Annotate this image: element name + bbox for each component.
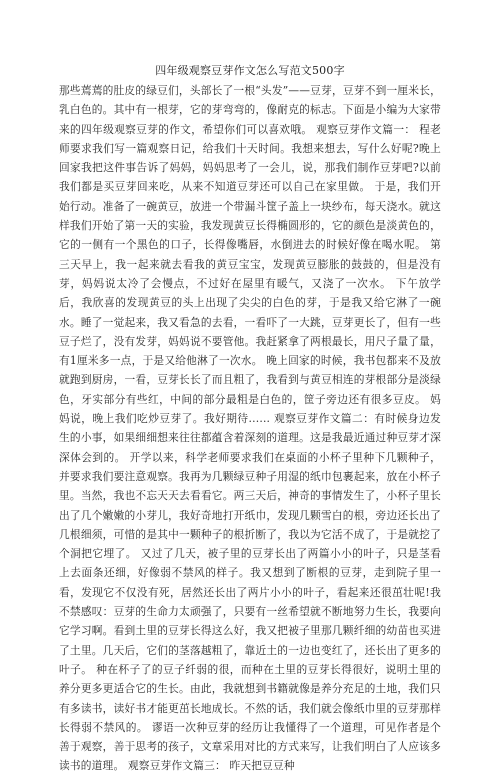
document-title: 四年级观察豆芽作文怎么写范文500字 — [155, 64, 345, 77]
document-body-text: 那些蔫蔫的肚皮的绿豆们，头部长了一根“头发”——豆芽，豆芽不到一厘米长，乳白色的。其中有一根芽，它的芽弯弯的，像耐克的标志。下面是小编为大家带来的四年级观察豆芽的作文，希望你们可以喜欢哦。 观察豆芽作文篇一： 程老师要求我们写一篇观察日记，给我们十天时间。我想来想去，写什么好呢?晚上回家我把这件事告诉了妈妈，妈妈思考了一会儿，说，那我们制作豆芽吧?以前我们都是买豆芽回来吃，从来不知道豆芽还可以自己在家里做。 于是，我们开始行动。准备了一碗黄豆，放进一个带漏斗筐子盖上一块纱布，每天浇水。就这样我们开始了第一天的实验，我发现黄豆长得椭圆形的，它的颜色是淡黄色的，它的一侧有一个黑色的口子，长得像嘴唇，水倒进去的时候好像在喝水呢。 第三天早上，我一起来就去看我的黄豆宝宝，发现黄豆膨胀的鼓鼓的，但是没有芽，妈妈说太冷了会慢点，不过好在屋里有暖气，又浇了一次水。 下午放学后，我欣喜的发现黄豆的头上出现了尖尖的白色的芽，于是我又给它淋了一碗水。睡了一觉起来，我又看急的去看，一看吓了一大跳，豆芽更长了，但有一些豆子烂了，没有发芽，妈妈说不要管他。我赶紧拿了两根最长，用尺子量了量，有1厘米多一点，于是又给他淋了一次水。 晚上回家的时候，我书包都来不及放就跑到厨房，一看，豆芽长长了而且粗了，我看到与黄豆相连的芽根部分是淡绿色，牙实部分有些红，中间的部分最粗是白色的，筐子旁边还有很多豆皮。 妈妈说，晚上我们吃炒豆芽了。我好期待...... 观察豆芽作文篇二：有时候身边发生的小事，如果细细想来往往都蕴含着深刻的道理。这是我最近通过种豆芽才深深体会到的。 开学以来，科学老师要求我们在桌面的小杯子里种下几颗种子，并要求我们要注意观察。我再为几颗绿豆种子用湿的纸巾包裹起来，放在小杯子里。当然，我也不忘天天去看看它。两三天后，神奇的事情发生了，小杯子里长出了几个嫩嫩的小芽儿，我好奇地打开纸巾，发现几颗雪白的根，旁边还长出了几根细须，可惜的是其中一颗种子的根折断了，我以为它活不成了，于是就挖了个洞把它埋了。 又过了几天，被子里的豆芽长出了两篇小小的叶子，只是茎看上去面条还细，好像弱不禁风的样子。我又想到了断根的豆芽，走到院子里一看，发现它不仅没有死，居然还长出了两片小小的叶子，看起来还很茁壮呢!我不禁感叹：豆芽的生命力太顽强了，只要有一丝希望就不断地努力生长，我要向它学习啊。看到土里的豆芽长得这么好，我又把被子里那几颗纤细的幼苗也买进了土里。几天后，它们的茎落越粗了，靠近土的一边也变红了，还长出了更多的叶子。 种在杯子了的豆子纤弱的很，而种在土里的豆芽长得很好，说明土里的养分更多更适合它的生长。由此，我就想到书籍就像是养分充足的土地，我们只有多读书，读好书才能更茁长地成长。不然的话，我们就会像纸巾里的豆芽那样长得弱不禁风的。 谬语一次种豆芽的经历让我懂得了一个道理，可见作者是个善于观察，善于思考的孩子，文章采用对比的方式来写，让我们明白了人应该多读书的道理。 观察豆芽作文篇三： 昨天把豆豆种 — [59, 84, 441, 773]
